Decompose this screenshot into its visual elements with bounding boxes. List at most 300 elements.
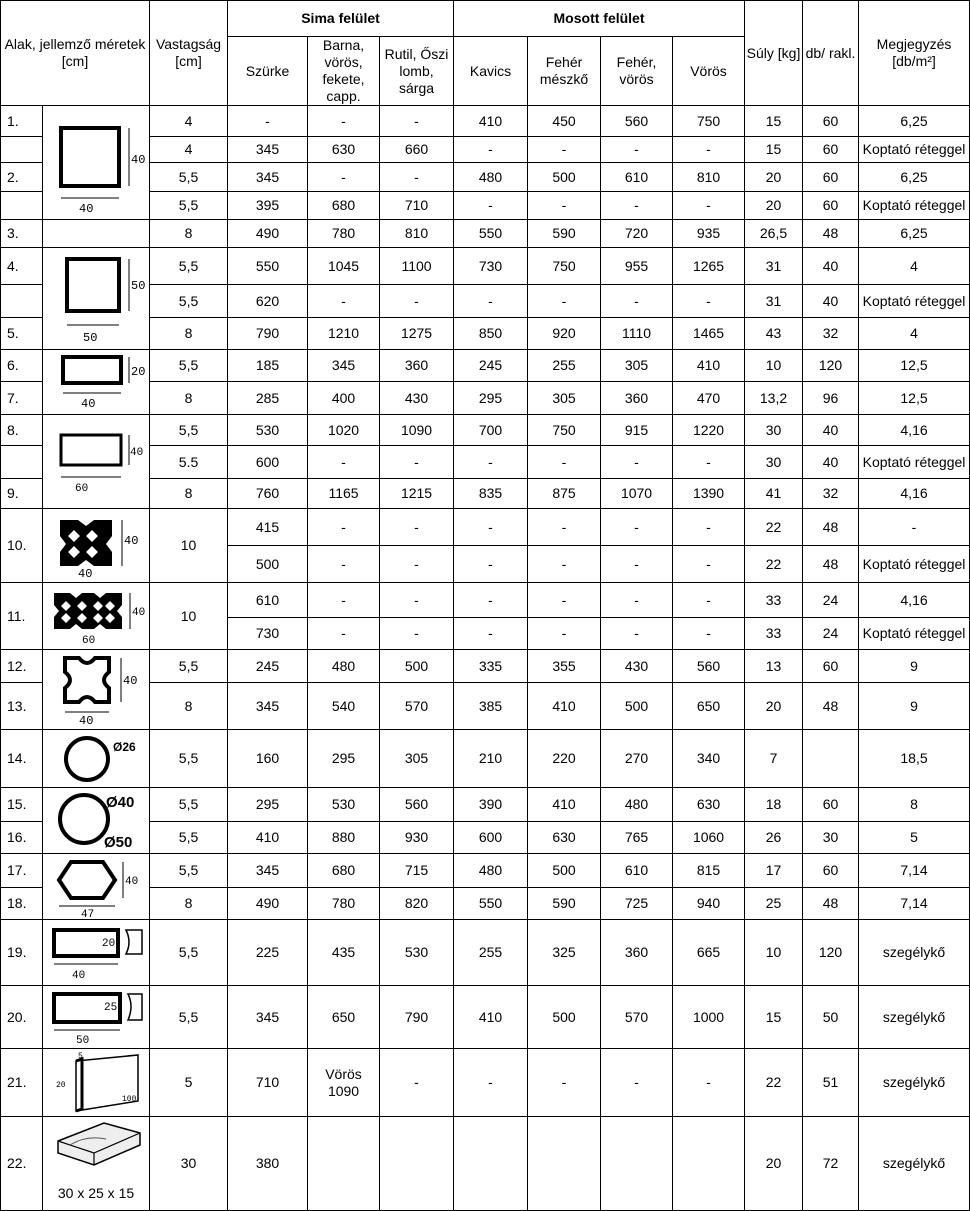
cell: 160 [228,730,308,788]
cell: 360 [601,920,673,986]
cell: 650 [308,986,380,1049]
cell: - [673,446,745,479]
cell: - [454,192,528,220]
cell: - [380,446,454,479]
shape-dim-label: 40 [132,607,146,619]
table-row [1,1049,970,1117]
row-number: 4. [1,248,43,285]
cell: 560 [673,650,745,683]
cell: - [601,446,673,479]
cell: Koptató réteggel [859,618,970,650]
cell: 395 [228,192,308,220]
cell: 730 [228,618,308,650]
cell: 33 [745,618,803,650]
cell: 285 [228,382,308,415]
cell: 22 [745,546,803,583]
shape-dim-label: 47 [81,908,95,921]
thickness-cell: 10 [150,583,228,650]
shape-dim-label: 20 [102,937,116,950]
cell: 480 [308,650,380,683]
cell: 40 [803,415,859,446]
cell: szegélykő [859,920,970,986]
cell: Koptató réteggel [859,546,970,583]
cell: 345 [228,854,308,888]
cell: 760 [228,479,308,509]
cell: 1220 [673,415,745,446]
cell: 490 [228,888,308,920]
cell: - [308,446,380,479]
shape-dim-label: 5 [78,1051,83,1061]
curb-40x20-shape-icon [46,924,146,982]
cell: 915 [601,415,673,446]
cell: 345 [228,163,308,192]
cell: 765 [601,822,673,854]
cell: 810 [673,163,745,192]
cell: 875 [528,479,601,509]
header-note-label: Megjegyzés [db/m²] [876,36,952,69]
cell: - [528,509,601,546]
shape-dim-label: 50 [76,1035,90,1047]
cell: 255 [454,920,528,986]
cell: 20 [745,1117,803,1211]
cell: 60 [803,137,859,163]
cell: 650 [673,683,745,730]
cell: 25 [745,888,803,920]
cell: - [454,546,528,583]
cell: 385 [454,683,528,730]
row-number [1,285,43,318]
cell: 43 [745,318,803,350]
cell: 340 [673,730,745,788]
row-number: 13. [1,683,43,730]
shape-dim-label: 40 [79,201,94,216]
cell: - [528,137,601,163]
cell: 630 [308,137,380,163]
shape-curb-50x25 [43,986,150,1049]
table-row [1,986,970,1049]
cell: 700 [454,415,528,446]
cell: - [308,163,380,192]
cell: 880 [308,822,380,854]
cell: - [673,583,745,618]
table-row [1,220,970,248]
cell: 500 [528,854,601,888]
cell: 245 [228,650,308,683]
cell: 5,5 [150,822,228,854]
cell: 8 [150,479,228,509]
row-number: 7. [1,382,43,415]
cell: - [308,106,380,137]
cell: 590 [528,888,601,920]
cell: Koptató réteggel [859,285,970,318]
row-number: 21. [1,1049,43,1117]
cell: Koptató réteggel [859,137,970,163]
cell: 6,25 [859,106,970,137]
curb-50x25-shape-icon [46,988,146,1046]
cell: 5,5 [150,854,228,888]
cell: 48 [803,546,859,583]
row-number: 17. [1,854,43,888]
cell: 610 [228,583,308,618]
table-row [1,415,970,446]
cell: 26,5 [745,220,803,248]
cell: 15 [745,986,803,1049]
shape-empty [43,220,150,248]
cell: 620 [228,285,308,318]
cell: 10 [745,350,803,382]
cell: - [528,446,601,479]
cell: 550 [454,220,528,248]
shape-dim-label: 40 [81,397,96,411]
cell: - [454,618,528,650]
header-rutil: Rutil, Őszi lomb, sárga [380,37,454,106]
header-note [859,1,970,106]
cell: - [601,618,673,650]
cell: 4 [150,137,228,163]
cell: 60 [803,788,859,822]
shape-circle-26 [43,730,150,788]
cell: 1060 [673,822,745,854]
edge-board-shape-icon [46,1051,146,1115]
cell: 60 [803,106,859,137]
thickness-cell: 10 [150,509,228,583]
cell: 680 [308,192,380,220]
header-thickness [150,1,228,106]
cell: 1390 [673,479,745,509]
cell: 480 [454,854,528,888]
shape-lattice-40 [43,509,150,583]
cell: 380 [228,1117,308,1211]
cell: 41 [745,479,803,509]
cell: 60 [803,650,859,683]
cell: - [454,137,528,163]
row-number [1,446,43,479]
cell: 335 [454,650,528,683]
shape-dim-label: Ø26 [113,739,136,754]
row-number: 20. [1,986,43,1049]
cell: 1100 [380,248,454,285]
header-grey: Szürke [228,37,308,106]
cell: 72 [803,1117,859,1211]
header-washed: Mosott felület [454,1,745,37]
cell: 220 [528,730,601,788]
cell: - [859,509,970,546]
cell: 210 [454,730,528,788]
cell: 17 [745,854,803,888]
header-gravel: Kavics [454,37,528,106]
cell: 5,5 [150,163,228,192]
cell: 725 [601,888,673,920]
square-40-shape-icon [51,108,146,218]
row-number: 1. [1,106,43,137]
cell: 500 [380,650,454,683]
cell: 5,5 [150,248,228,285]
cell: - [380,509,454,546]
cell: 5 [859,822,970,854]
cell: 7 [745,730,803,788]
cell: - [601,285,673,318]
table-row [1,854,970,888]
cell: 5 [150,1049,228,1117]
shape-dim-label: 40 [131,152,146,167]
shape-dim-label: 20 [56,1080,66,1090]
cell: 680 [308,854,380,888]
cell: 750 [673,106,745,137]
cell: - [528,546,601,583]
cell: 22 [745,1049,803,1117]
row-number: 22. [1,1117,43,1211]
cell: 415 [228,509,308,546]
table-row [1,509,970,546]
shape-dim-label: Ø50 [104,833,133,851]
shape-dim-label: 40 [72,969,86,982]
cell: 32 [803,318,859,350]
cell: 360 [601,382,673,415]
cell: - [308,546,380,583]
row-number: 2. [1,163,43,192]
cell: 490 [228,220,308,248]
cell: 48 [803,888,859,920]
shape-dim-label: 100 [122,1094,137,1104]
cell: 185 [228,350,308,382]
cell: 30 [150,1117,228,1211]
cell: - [454,446,528,479]
cell: - [673,192,745,220]
cell: 540 [308,683,380,730]
cell: - [380,546,454,583]
cell: 850 [454,318,528,350]
cell: - [454,583,528,618]
cell: 50 [803,986,859,1049]
cell: 8 [150,683,228,730]
cell: 24 [803,583,859,618]
shape-dim-label: 40 [130,446,144,459]
cell: 480 [454,163,528,192]
cell: 48 [803,509,859,546]
cell: - [308,618,380,650]
row-number: 10. [1,509,43,583]
cell: 60 [803,192,859,220]
cell: 60 [803,163,859,192]
cell: - [528,1049,601,1117]
cell: - [673,618,745,650]
cell: 8 [150,888,228,920]
cell: 720 [601,220,673,248]
cell: 1275 [380,318,454,350]
cell: Koptató réteggel [859,192,970,220]
header-plain: Sima felület [228,1,454,37]
row-number: 5. [1,318,43,350]
header-shape [1,1,150,106]
shape-dim-label: 40 [123,673,138,688]
shape-curb-40x20 [43,920,150,986]
cell: 435 [308,920,380,986]
cell: 40 [803,446,859,479]
shape-dim-label: 50 [131,278,146,293]
cell: - [601,583,673,618]
cell: 500 [528,986,601,1049]
cell [803,730,859,788]
cell: 355 [528,650,601,683]
cell: 530 [228,415,308,446]
cell: 790 [380,986,454,1049]
cell: 345 [228,683,308,730]
cell: 410 [454,106,528,137]
cell: 530 [380,920,454,986]
cell: - [601,137,673,163]
square-50-shape-icon [51,249,146,349]
cell: Vörös 1090 [308,1049,380,1117]
cell: 480 [601,788,673,822]
cell: - [673,1049,745,1117]
shape-star-40 [43,650,150,730]
cell: 48 [803,683,859,730]
row-number: 3. [1,220,43,248]
shape-dim-label: 25 [104,1002,118,1014]
cell: - [308,583,380,618]
cell: 1110 [601,318,673,350]
cell: 1215 [380,479,454,509]
cell: 26 [745,822,803,854]
header-pcs: db/ rakl. [803,1,859,106]
cell: 8 [150,318,228,350]
cell: 345 [228,137,308,163]
shape-dim-label: 50 [83,330,98,345]
cell: 390 [454,788,528,822]
cell: 305 [601,350,673,382]
cell: 13 [745,650,803,683]
cell: 20 [745,192,803,220]
row-number: 6. [1,350,43,382]
shape-dim-label: 20 [131,365,146,379]
cell: 51 [803,1049,859,1117]
cell: 18,5 [859,730,970,788]
cell: 15 [745,137,803,163]
shape-dim-label: 40 [125,875,139,888]
cell: 8 [150,220,228,248]
cell: - [528,618,601,650]
row-number: 12. [1,650,43,683]
header-white-lime: Fehér mészkő [528,37,601,106]
cell: 750 [528,248,601,285]
shape-rect-40x20 [43,350,150,415]
cell: Koptató réteggel [859,446,970,479]
cell: - [454,285,528,318]
shape-edge-board [43,1049,150,1117]
cell: 33 [745,583,803,618]
cell: 430 [601,650,673,683]
cell: - [673,285,745,318]
cell: 18 [745,788,803,822]
cell: 550 [454,888,528,920]
cell: - [528,192,601,220]
shape-dim-label: 40 [78,566,93,581]
shape-rect-60x40 [43,415,150,509]
cell: 305 [380,730,454,788]
cell [673,1117,745,1211]
cell: szegélykő [859,986,970,1049]
cell: 5,5 [150,350,228,382]
cell: - [601,1049,673,1117]
row-number: 15. [1,788,43,822]
cell: 4,16 [859,583,970,618]
cell: 6,25 [859,163,970,192]
cell: 500 [528,163,601,192]
row-number: 14. [1,730,43,788]
table-row [1,920,970,986]
cell: 5,5 [150,788,228,822]
shape-hexagon [43,854,150,920]
cell: 410 [673,350,745,382]
cell: 560 [601,106,673,137]
cell: 245 [454,350,528,382]
cell: 5,5 [150,650,228,683]
cell: 1165 [308,479,380,509]
cell: 1000 [673,986,745,1049]
cell: 560 [380,788,454,822]
cell: 5,5 [150,730,228,788]
header-thickness-label: Vastagság [cm] [155,36,222,69]
cell: 4 [859,248,970,285]
cell: 600 [228,446,308,479]
cell: - [228,106,308,137]
cell [454,1117,528,1211]
shape-dim-label: 40 [79,713,94,728]
rect-60x40-shape-icon [51,427,144,497]
cell: szegélykő [859,1117,970,1211]
row-number: 9. [1,479,43,509]
cell: 1070 [601,479,673,509]
cell: 660 [380,137,454,163]
cell: 22 [745,509,803,546]
cell: 9 [859,683,970,730]
cell: - [308,509,380,546]
shape-curb-block [43,1117,150,1211]
cell: 7,14 [859,888,970,920]
table-row [1,248,970,285]
cell: 48 [803,220,859,248]
table-row [1,650,970,683]
cell: 12,5 [859,350,970,382]
cell: 255 [528,350,601,382]
cell: 550 [228,248,308,285]
cell: 610 [601,163,673,192]
cell: 31 [745,285,803,318]
hexagon-shape-icon [51,856,141,921]
shape-circle-40-50 [43,788,150,854]
cell: 5,5 [150,415,228,446]
cell: 1210 [308,318,380,350]
cell: 730 [454,248,528,285]
cell: 630 [673,788,745,822]
cell: 810 [380,220,454,248]
cell: 30 [745,446,803,479]
shape-square-40 [43,106,150,220]
cell: - [528,285,601,318]
cell: - [380,163,454,192]
cell: 790 [228,318,308,350]
cell: 940 [673,888,745,920]
cell: 630 [528,822,601,854]
cell: 4,16 [859,415,970,446]
cell: 570 [380,683,454,730]
cell: 780 [308,220,380,248]
cell: 120 [803,920,859,986]
cell: 305 [528,382,601,415]
table-row [1,350,970,382]
row-number: 19. [1,920,43,986]
cell: - [601,546,673,583]
